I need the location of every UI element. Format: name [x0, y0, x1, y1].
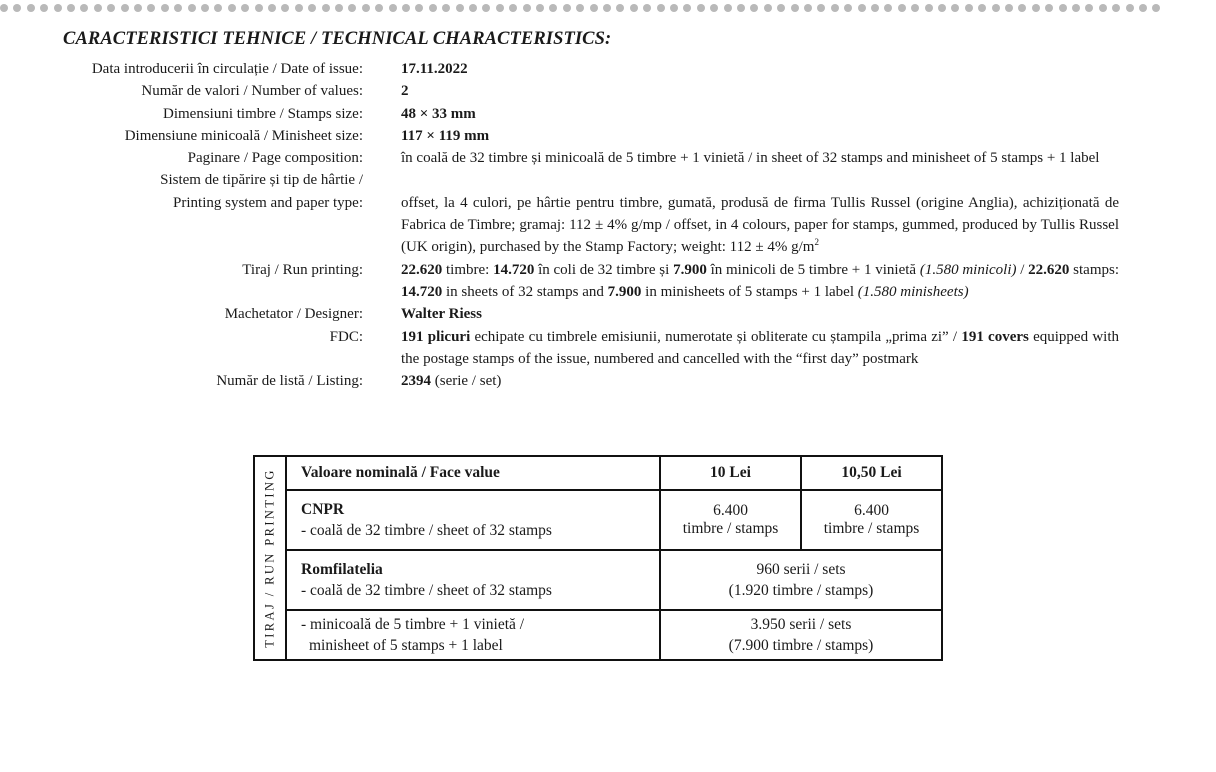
divider-dot [925, 4, 933, 12]
divider-dot [1045, 4, 1053, 12]
divider-dot [295, 4, 303, 12]
spec-stamps-size [0, 103, 1216, 125]
spec-label: Număr de valori / Number of values: [141, 83, 363, 100]
cnpr-cell [286, 490, 660, 550]
divider-dot [616, 4, 624, 12]
divider-dot [764, 4, 772, 12]
spec-value: 48 × 33 mm [401, 105, 476, 122]
divider-dot [1005, 4, 1013, 12]
divider-dot [268, 4, 276, 12]
divider-dot [951, 4, 959, 12]
minisheet-desc-ro: - minicoală de 5 timbre + 1 vinietă / [301, 616, 525, 633]
divider-dot [362, 4, 370, 12]
run-printing-table [253, 455, 943, 661]
minisheet-desc-en: minisheet of 5 stamps + 1 label [309, 637, 503, 654]
romfilatelia-title: Romfilatelia [301, 561, 383, 578]
divider-dot [188, 4, 196, 12]
cnpr-title: CNPR [301, 501, 345, 518]
divider-dot [1126, 4, 1134, 12]
section-title: CARACTERISTICI TEHNICE / TECHNICAL CHARACTERISTICS: [63, 29, 612, 49]
divider-dot [965, 4, 973, 12]
romfilatelia-desc: - coală de 32 timbre / sheet of 32 stamps [301, 582, 552, 599]
divider-dot [27, 4, 35, 12]
divider-dot [255, 4, 263, 12]
header-value-10-lei: 10 Lei [660, 456, 801, 490]
divider-dot [630, 4, 638, 12]
divider-dot [201, 4, 209, 12]
divider-dot [1085, 4, 1093, 12]
divider-dot [281, 4, 289, 12]
dotted-divider [0, 4, 1170, 16]
table-header-row [254, 456, 942, 490]
divider-dot [1032, 4, 1040, 12]
divider-dot [737, 4, 745, 12]
divider-dot [670, 4, 678, 12]
divider-dot [871, 4, 879, 12]
divider-dot [844, 4, 852, 12]
divider-dot [603, 4, 611, 12]
table-row-cnpr [254, 490, 942, 550]
divider-dot [1099, 4, 1107, 12]
divider-dot [482, 4, 490, 12]
spec-value: 2394 (serie / set) [401, 373, 502, 390]
divider-dot [563, 4, 571, 12]
divider-dot [40, 4, 48, 12]
table-row-minisheet [254, 610, 942, 660]
divider-dot [308, 4, 316, 12]
divider-dot [348, 4, 356, 12]
divider-dot [389, 4, 397, 12]
spec-value: 2 [401, 83, 409, 100]
divider-dot [536, 4, 544, 12]
divider-dot [94, 4, 102, 12]
spec-date-of-issue [0, 58, 1216, 80]
spec-value: offset, la 4 culori, pe hârtie pentru timbre, gumată, produsă de firma Tullis Russel (origine Anglia), achiziționată de Fabrica de Timbre; gramaj: 112 ± 4% g/mp / offset, in 4 colours, paper for stamps, gummed, produced by Tullis Russel (UK origin), purchased by the Stamp Factory; weight: 112 ± 4% $g/m^2$ [401, 194, 1119, 256]
divider-dot [322, 4, 330, 12]
divider-dot [710, 4, 718, 12]
spec-printing-system [0, 169, 1216, 258]
spec-label: FDC: [329, 328, 363, 345]
cnpr-qty-10-50-lei: 6.400 timbre / stamps [801, 490, 942, 550]
divider-dot [992, 4, 1000, 12]
divider-dot [228, 4, 236, 12]
divider-dot [1059, 4, 1067, 12]
spec-listing [0, 370, 1216, 392]
divider-dot [13, 4, 21, 12]
spec-number-of-values [0, 80, 1216, 102]
divider-dot [791, 4, 799, 12]
divider-dot [1072, 4, 1080, 12]
divider-dot [375, 4, 383, 12]
spec-label: Sistem de tipărire și tip de hârtie / [160, 172, 363, 189]
divider-dot [1139, 4, 1147, 12]
spec-value: 17.11.2022 [401, 61, 468, 77]
divider-dot [121, 4, 129, 12]
spec-value: 191 plicuri echipate cu timbrele emisiunii, numerotate și obliterate cu ștampila „prima zi” / 191 covers equipped with the postage stamps of the issue, numbered and cancelled with the “first day” postmark [401, 328, 1119, 367]
header-face-value: Valoare nominală / Face value [286, 456, 660, 490]
divider-dot [523, 4, 531, 12]
divider-dot [469, 4, 477, 12]
divider-dot [335, 4, 343, 12]
divider-dot [1152, 4, 1160, 12]
spec-label: Tiraj / Run printing: [242, 261, 363, 278]
spec-label: Data introducerii în circulație / Date of issue: [91, 61, 363, 77]
divider-dot [54, 4, 62, 12]
spec-label: Machetator / Designer: [224, 306, 363, 323]
divider-dot [898, 4, 906, 12]
romfilatelia-cell [286, 550, 660, 610]
spec-label: Dimensiuni timbre / Stamps size: [163, 105, 363, 122]
divider-dot [496, 4, 504, 12]
divider-dot [67, 4, 75, 12]
divider-dot [804, 4, 812, 12]
specs-list [0, 58, 1216, 392]
spec-label: Dimensiune minicoală / Minisheet size: [124, 127, 363, 144]
divider-dot [241, 4, 249, 12]
spec-designer [0, 303, 1216, 325]
divider-dot [0, 4, 8, 12]
divider-dot [134, 4, 142, 12]
minisheet-cell [286, 610, 660, 660]
table-side-label: TIRAJ / RUN PRINTING [254, 456, 286, 660]
divider-dot [80, 4, 88, 12]
divider-dot [817, 4, 825, 12]
divider-dot [724, 4, 732, 12]
romfilatelia-qty: 960 serii / sets (1.920 timbre / stamps) [660, 550, 942, 610]
divider-dot [777, 4, 785, 12]
table-row-romfilatelia [254, 550, 942, 610]
divider-dot [214, 4, 222, 12]
header-value-10-50-lei: 10,50 Lei [801, 456, 942, 490]
divider-dot [107, 4, 115, 12]
divider-dot [576, 4, 584, 12]
spec-label: Număr de listă / Listing: [216, 373, 363, 390]
divider-dot [174, 4, 182, 12]
divider-dot [657, 4, 665, 12]
spec-fdc [0, 326, 1216, 371]
divider-dot [938, 4, 946, 12]
divider-dot [1018, 4, 1026, 12]
spec-page-composition [0, 147, 1216, 169]
spec-label: Paginare / Page composition: [187, 150, 363, 167]
spec-value: în coală de 32 timbre și minicoală de 5 timbre + 1 vinietă / in sheet of 32 stamps and minisheet of 5 stamps + 1 label [401, 150, 1100, 167]
divider-dot [147, 4, 155, 12]
divider-dot [683, 4, 691, 12]
divider-dot [509, 4, 517, 12]
cnpr-desc: - coală de 32 timbre / sheet of 32 stamps [301, 522, 552, 539]
cnpr-qty-10-lei: 6.400 timbre / stamps [660, 490, 801, 550]
divider-dot [978, 4, 986, 12]
divider-dot [442, 4, 450, 12]
divider-dot [590, 4, 598, 12]
divider-dot [161, 4, 169, 12]
divider-dot [415, 4, 423, 12]
divider-dot [402, 4, 410, 12]
divider-dot [911, 4, 919, 12]
minisheet-qty: 3.950 serii / sets (7.900 timbre / stamps) [660, 610, 942, 660]
spec-value: 22.620 timbre: 14.720 în coli de 32 timbre și 7.900 în minicoli de 5 timbre + 1 vinietă (1.580 minicoli) / 22.620 stamps: 14.720 in sheets of 32 stamps and 7.900 in minisheets of 5 stamps + 1 label (1.580 minisheets) [401, 261, 1119, 300]
divider-dot [643, 4, 651, 12]
spec-label: Printing system and paper type: [173, 194, 363, 211]
spec-run-printing [0, 259, 1216, 304]
divider-dot [429, 4, 437, 12]
divider-dot [858, 4, 866, 12]
divider-dot [1112, 4, 1120, 12]
spec-minisheet-size [0, 125, 1216, 147]
divider-dot [750, 4, 758, 12]
spec-value: 117 × 119 mm [401, 127, 490, 144]
divider-dot [549, 4, 557, 12]
divider-dot [831, 4, 839, 12]
divider-dot [697, 4, 705, 12]
divider-dot [456, 4, 464, 12]
divider-dot [884, 4, 892, 12]
spec-value: Walter Riess [401, 306, 482, 323]
